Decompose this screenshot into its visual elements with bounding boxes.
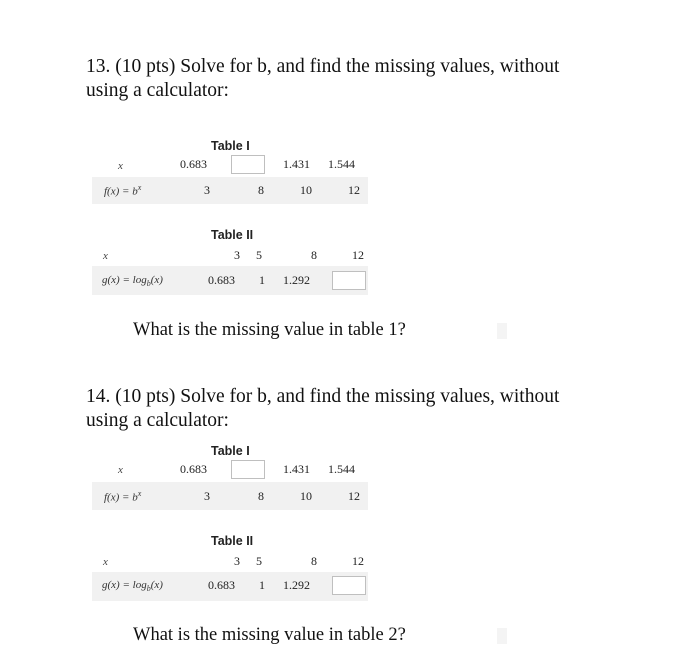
table-cell: 1.292 (283, 578, 310, 592)
table-cell: 10 (300, 183, 312, 197)
problem-14-title-line1: 14. (10 pts) Solve for b, and find the missing values, without (86, 386, 560, 407)
table-cell: 5 (256, 248, 262, 262)
table-cell: 10 (300, 489, 312, 503)
missing-value-box[interactable] (231, 460, 265, 479)
table-cell: 8 (311, 554, 317, 568)
problem-14-question: What is the missing value in table 2? (133, 625, 406, 645)
row-label-x: x (118, 464, 123, 476)
table-cell: 8 (258, 489, 264, 503)
problem-13-title-line1: 13. (10 pts) Solve for b, and find the missing values, without (86, 56, 560, 77)
table-cell: 1.431 (283, 157, 310, 171)
row-label-x: x (118, 160, 123, 172)
row-label-fx: $f(x) = b^x$ (104, 183, 142, 198)
table-cell: 1 (259, 273, 265, 287)
table-cell: 3 (204, 183, 210, 197)
table-cell: 8 (258, 183, 264, 197)
table-cell: 8 (311, 248, 317, 262)
table-cell: 12 (348, 489, 360, 503)
row-label-gx: $g(x) = \log_b(x)$ (102, 274, 163, 289)
table-cell: 12 (352, 554, 364, 568)
table-cell: 1.431 (283, 462, 310, 476)
table-cell: 1 (259, 578, 265, 592)
table-caption: Table I (211, 444, 250, 458)
table-cell: 3 (204, 489, 210, 503)
row-label-x: x (103, 556, 108, 568)
row-label-x: x (103, 250, 108, 262)
table-cell: 3 (234, 248, 240, 262)
missing-value-box[interactable] (332, 576, 366, 595)
table-cell: 1.544 (328, 157, 355, 171)
table-caption: Table I (211, 139, 250, 153)
row-label-gx: $g(x) = \log_b(x)$ (102, 579, 163, 594)
table-cell: 3 (234, 554, 240, 568)
table-cell: 5 (256, 554, 262, 568)
missing-value-box[interactable] (332, 271, 366, 290)
table-cell: 12 (348, 183, 360, 197)
faint-mark (497, 323, 507, 339)
problem-13-question: What is the missing value in table 1? (133, 320, 406, 340)
table-cell: 1.292 (283, 273, 310, 287)
table-cell: 0.683 (208, 273, 235, 287)
problem-13-title (86, 55, 646, 103)
faint-mark (497, 628, 507, 644)
table-caption: Table II (211, 228, 254, 242)
table-cell: 1.544 (328, 462, 355, 476)
table-cell: 12 (352, 248, 364, 262)
row-label-fx: $f(x) = b^x$ (104, 489, 142, 504)
table-cell: 0.683 (180, 157, 207, 171)
table-cell: 0.683 (180, 462, 207, 476)
problem-14-title (86, 385, 646, 433)
missing-value-box[interactable] (231, 155, 265, 174)
table-caption: Table II (211, 534, 254, 548)
problem-14-title-line2: using a calculator: (86, 410, 229, 431)
table-cell: 0.683 (208, 578, 235, 592)
problem-13-title-line2: using a calculator: (86, 80, 229, 101)
